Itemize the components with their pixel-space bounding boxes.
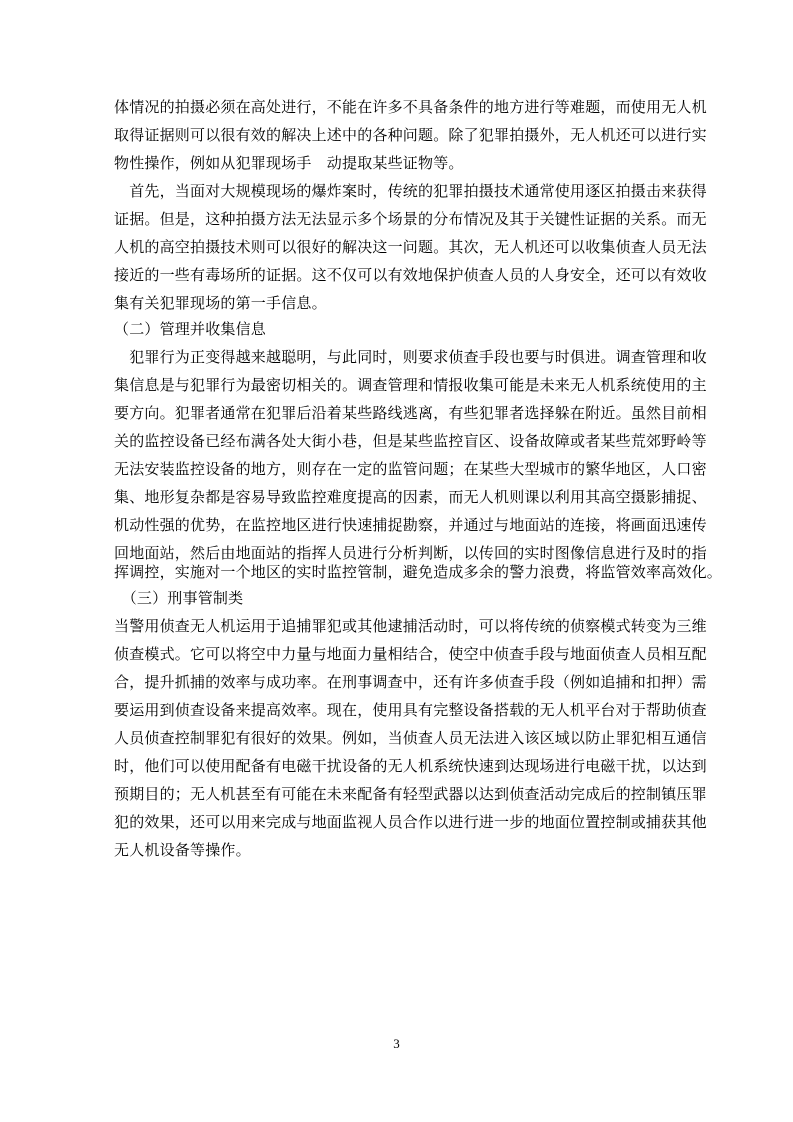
text-line: 人机的高空拍摄技术则可以很好的解决这一问题。其次，无人机还可以收集侦查人员无法 [114, 238, 707, 256]
text-line: 无人机设备等操作。 [114, 841, 251, 859]
text-line: 要运用到侦查设备来提高效率。现在，使用具有完整设备搭载的无人机平台对于帮助侦查 [114, 701, 707, 719]
text-line: 当警用侦查无人机运用于追捕罪犯或其他逮捕活动时，可以将传统的侦察模式转变为三维 [114, 617, 707, 635]
text-line: 集信息是与犯罪行为最密切相关的。调查管理和情报收集可能是未来无人机系统使用的主 [114, 376, 707, 394]
text-line: 接近的一些有毒场所的证据。这不仅可以有效地保护侦查人员的人身安全，还可以有效收 [114, 266, 707, 284]
page-number: 3 [393, 1036, 400, 1051]
text-line: 要方向。犯罪者通常在犯罪后沿着某些路线逃离，有些犯罪者选择躲在附近。虽然目前相 [114, 404, 707, 422]
text-line: 首先，当面对大规模现场的爆炸案时，传统的犯罪拍摄技术通常使用逐区拍摄击来获得 [114, 182, 707, 200]
text-line: 机动性强的优势，在监控地区进行快速捕捉勘察，并通过与地面站的连接，将画面迅速传 [114, 516, 707, 534]
text-line: 无法安装监控设备的地方，则存在一定的监管问题；在某些大型城市的繁华地区，人口密 [114, 460, 707, 478]
text-line: 人员侦查控制罪犯有很好的效果。例如，当侦查人员无法进入该区域以防止罪犯相互通信 [114, 729, 707, 747]
text-line: 时，他们可以使用配备有电磁干扰设备的无人机系统快速到达现场进行电磁干扰，以达到 [114, 757, 707, 775]
text-line: 证据。但是，这种拍摄方法无法显示多个场景的分布情况及其于关键性证据的关系。而无 [114, 210, 707, 228]
text-line: 回地面站，然后由地面站的指挥人员进行分析判断，以传回的实时图像信息进行及时的指 [114, 544, 707, 562]
section-heading: （二）管理并收集信息 [114, 320, 267, 338]
text-line: 合，提升抓捕的效率与成功率。在刑事调查中，还有许多侦查手段（例如追捕和扣押）需 [114, 673, 707, 691]
section-heading: （三）刑事管制类 [114, 589, 244, 607]
text-line: 预期目的；无人机甚至有可能在未来配备有轻型武器以达到侦查活动完成后的控制镇压罪 [114, 785, 707, 803]
text-line: 侦查模式。它可以将空中力量与地面力量相结合，使空中侦查手段与地面侦查人员相互配 [114, 645, 707, 663]
text-line: 挥调控，实施对一个地区的实时监控管制，避免造成多余的警力浪费，将监管效率高效化。 [114, 563, 723, 581]
text-line: 关的监控设备已经布满各处大街小巷，但是某些监控盲区、设备故障或者某些荒郊野岭等 [114, 432, 707, 450]
text-line: 取得证据则可以很有效的解决上述中的各种问题。除了犯罪拍摄外，无人机还可以进行实 [114, 126, 707, 144]
text-line: 犯罪行为正变得越来越聪明，与此同时，则要求侦查手段也要与时俱进。调查管理和收 [114, 348, 707, 366]
text-line: 犯的效果，还可以用来完成与地面监视人员合作以进行进一步的地面位置控制或捕获其他 [114, 813, 707, 831]
text-line: 集、地形复杂都是容易导致监控难度提高的因素，而无人机则课以利用其高空摄影捕捉、 [114, 488, 707, 506]
text-line: 体情况的拍摄必须在高处进行，不能在许多不具备条件的地方进行等难题，而使用无人机 [114, 98, 707, 116]
text-line: 集有关犯罪现场的第一手信息。 [114, 294, 327, 312]
text-line: 物性操作，例如从犯罪现场手 动提取某些证物等。 [114, 154, 464, 172]
